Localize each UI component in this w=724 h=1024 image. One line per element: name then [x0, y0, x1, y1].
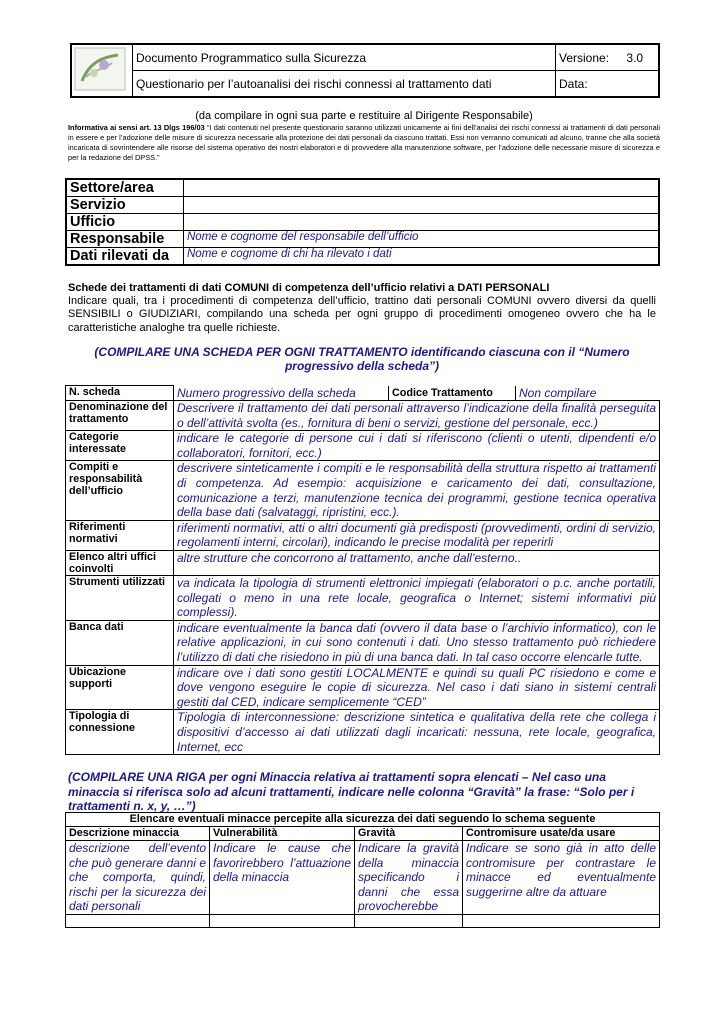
table-row: [66, 214, 659, 231]
settore-value[interactable]: [184, 179, 660, 197]
version-value: 3.0: [626, 50, 644, 65]
table-row: [66, 197, 659, 214]
col-vulnerabilita: Vulnerabilità: [210, 827, 355, 841]
servizio-value[interactable]: [184, 197, 660, 214]
strumenti-label: Strumenti utilizzati: [66, 576, 174, 621]
codice-label: Codice Trattamento: [389, 386, 516, 401]
version-cell: [556, 44, 660, 71]
logo-cell: [71, 44, 133, 97]
categorie-value[interactable]: indicare le categorie di persone cui i dati si riferiscono (clienti o utenti, dipendenti e/o collaboratori, fornitori, ecc.): [174, 431, 660, 461]
responsabile-label: Responsabile: [66, 231, 184, 248]
table-row: [66, 386, 660, 401]
connessione-label: Tipologia di connessione: [66, 710, 174, 755]
table-row: [66, 665, 660, 710]
table-row: [66, 179, 659, 197]
n-scheda-value[interactable]: Numero progressivo della scheda: [174, 386, 389, 401]
ubicazione-value[interactable]: indicare ove i dati sono gestiti LOCALMENTE e quindi su quali PC risiedono e come e dove vengono eseguire le copie di sicurezza. Nel caso i dati siano in sistemi centrali gestiti dal CED, indicare semplicemente “CED”: [174, 665, 660, 710]
ubicazione-label: Ubicazione supporti: [66, 665, 174, 710]
compiti-label: Compiti e responsabilità dell’ufficio: [66, 461, 174, 520]
col-descrizione: Descrizione minaccia: [66, 827, 210, 841]
servizio-label: Servizio: [66, 197, 184, 214]
banca-dati-value[interactable]: indicare eventualmente la banca dati (ovvero il data base o l’archivio informatico), con le relative applicazioni, in cui sono contenuti i dati. Uno stesso trattamento può richiedere l’utilizzo di dati che risiedono in più di una banca dati. In tal caso occorre elencarle tutte.: [174, 620, 660, 665]
date-label: Data:: [556, 71, 660, 98]
categorie-label: Categorie interessate: [66, 431, 174, 461]
strumenti-value[interactable]: va indicata la tipologia di strumenti elettronici impiegati (elaboratori o p.c. anche portatili, collegati o meno in una rete locale, geografica o Internet; sistemi informativi più complessi).: [174, 576, 660, 621]
dati-rilevati-value[interactable]: Nome e cognome di chi ha rilevato i dati: [184, 248, 660, 266]
contromisure-value[interactable]: Indicare se sono già in atto delle contromisure per contrastare le minacce ed eventualmente suggerirne altre da attuare: [463, 841, 660, 915]
informativa-title: Informativa ai sensi art. 13 Dlgs 196/03: [68, 123, 205, 132]
empty-cell[interactable]: [355, 914, 463, 927]
table-row: [66, 841, 660, 915]
col-contromisure: Contromisure usate/da usare: [463, 827, 660, 841]
office-info-table: [65, 178, 660, 266]
table-row: [66, 620, 660, 665]
altri-uffici-value[interactable]: altre strutture che concorrono al trattamento, anche dall’esterno..: [174, 551, 660, 576]
table-row: [66, 813, 660, 827]
doc-title: Documento Programmatico sulla Sicurezza: [133, 44, 556, 71]
ufficio-value[interactable]: [184, 214, 660, 231]
schede-section: [68, 282, 656, 335]
minacce-title: Elencare eventuali minacce percepite alla sicurezza dei dati seguendo lo schema seguente: [66, 813, 660, 827]
ufficio-label: Ufficio: [66, 214, 184, 231]
document-header: [70, 43, 660, 98]
empty-cell[interactable]: [66, 914, 210, 927]
empty-cell[interactable]: [210, 914, 355, 927]
codice-value[interactable]: Non compilare: [519, 385, 597, 400]
altri-uffici-label: Elenco altri uffici coinvolti: [66, 551, 174, 576]
informativa-text: “I dati contenuti nel presente questionario saranno utilizzati unicamente ai fini dell’analisi dei rischi connessi ai trattamenti di dati personali in essere e per l’adozione delle misure di sicurezza necessarie alla protezione dei dati personali da ciascuno trattati. Essi non verranno comunicati ad alcuno, tranne che alla società incaricata di sovrintendere alle risorse del sistema operativo dei nostri elaboratori e di provvedere alla manutenzione software, per l’adozione delle necessarie misure di sicurezza e per la redazione del DPSS.”: [68, 123, 660, 162]
intro: [68, 110, 660, 163]
minacce-table: [65, 812, 660, 928]
table-row: [66, 551, 660, 576]
settore-label: Settore/area: [66, 179, 184, 197]
riferimenti-value[interactable]: riferimenti normativi, atti o altri documenti già predisposti (provvedimenti, ordini di servizio, regolamenti interni, circolari), indicando le precise modalità per reperirli: [174, 520, 660, 550]
n-scheda-group: [174, 386, 660, 401]
table-row: [66, 461, 660, 520]
version-label: Versione:: [559, 50, 610, 65]
table-row: [66, 710, 660, 755]
doc-subtitle: Questionario per l’autoanalisi dei rischi connessi al trattamento dati: [133, 71, 556, 98]
table-row: [66, 576, 660, 621]
riferimenti-label: Riferimenti normativi: [66, 520, 174, 550]
table-row: [66, 248, 659, 266]
descrizione-value[interactable]: descrizione dell’evento che può generare danni e che comporta, quindi, rischi per la sicurezza dei dati personali: [66, 841, 210, 915]
connessione-value[interactable]: Tipologia di interconnessione: descrizione sintetica e qualitativa della rete che collega i dispositivi d’accesso ai dati utilizzati dagli incaricati: nessuna, rete locale, geografica, Internet, ecc: [174, 710, 660, 755]
logo-icon: [74, 47, 126, 91]
compiti-value[interactable]: descrivere sinteticamente i compiti e le responsabilità della struttura rispetto ai trattamenti di competenza. Ad esempio: acquisizione e caricamento dei dati, consultazione, comunicazione a terzi, manutenzione tecnica dei programmi, gestione tecnica operativa della base dati (salvataggi, ripristini, ecc.).: [174, 461, 660, 520]
empty-cell[interactable]: [463, 914, 660, 927]
n-scheda-inner: [174, 386, 660, 401]
banca-dati-label: Banca dati: [66, 620, 174, 665]
table-row: [66, 827, 660, 841]
denominazione-value[interactable]: Descrivere il trattamento dei dati personali attraverso l’indicazione della finalità perseguita o dell’attività svolta (es., fornitura di beni o servizi, gestione del personale, ecc.): [174, 401, 660, 431]
informativa: [68, 123, 660, 163]
minaccia-note: (COMPILARE UNA RIGA per ogni Minaccia relativa ai trattamenti sopra elencati – Nel caso una minaccia si riferisca solo ad alcuni trattamenti, indicare nelle colonna “Gravità” la frase: “Solo per i trattamenti n. x, y, …”): [68, 770, 635, 813]
scheda-note: (COMPILARE UNA SCHEDA PER OGNI TRATTAMENTO identificando ciascuna con il “Numero progressivo della scheda”): [94, 345, 630, 373]
scheda-table: [65, 385, 660, 755]
dati-rilevati-label: Dati rilevati da: [66, 248, 184, 266]
table-row: [66, 231, 659, 248]
schede-text: Indicare quali, tra i procedimenti di competenza dell’ufficio, trattino dati personali COMUNI ovvero diversi da quelli SENSIBILI o GIUDIZIARI, compilando una scheda per ogni gruppo di procedimenti omogeneo ovvero che ha le caratteristiche analoghe tra quelle richieste.: [68, 295, 656, 334]
vulnerabilita-value[interactable]: Indicare le cause che favorirebbero l’attuazione della minaccia: [210, 841, 355, 915]
table-row: [66, 520, 660, 550]
table-row: [66, 401, 660, 431]
col-gravita: Gravità: [355, 827, 463, 841]
table-row: [66, 431, 660, 461]
denominazione-label: Denominazione del trattamento: [66, 401, 174, 431]
responsabile-value[interactable]: Nome e cognome del responsabile dell’ufficio: [184, 231, 660, 248]
schede-title: Schede dei trattamenti di dati COMUNI di competenza dell’ufficio relativi a DATI PERSONALI: [68, 282, 550, 294]
table-row: [66, 914, 660, 927]
n-scheda-label: N. scheda: [66, 386, 174, 401]
instruction-text: (da compilare in ogni sua parte e restituire al Dirigente Responsabile): [195, 110, 533, 122]
gravita-value[interactable]: Indicare la gravità della minaccia specificando i danni che essa provocherebbe: [355, 841, 463, 915]
